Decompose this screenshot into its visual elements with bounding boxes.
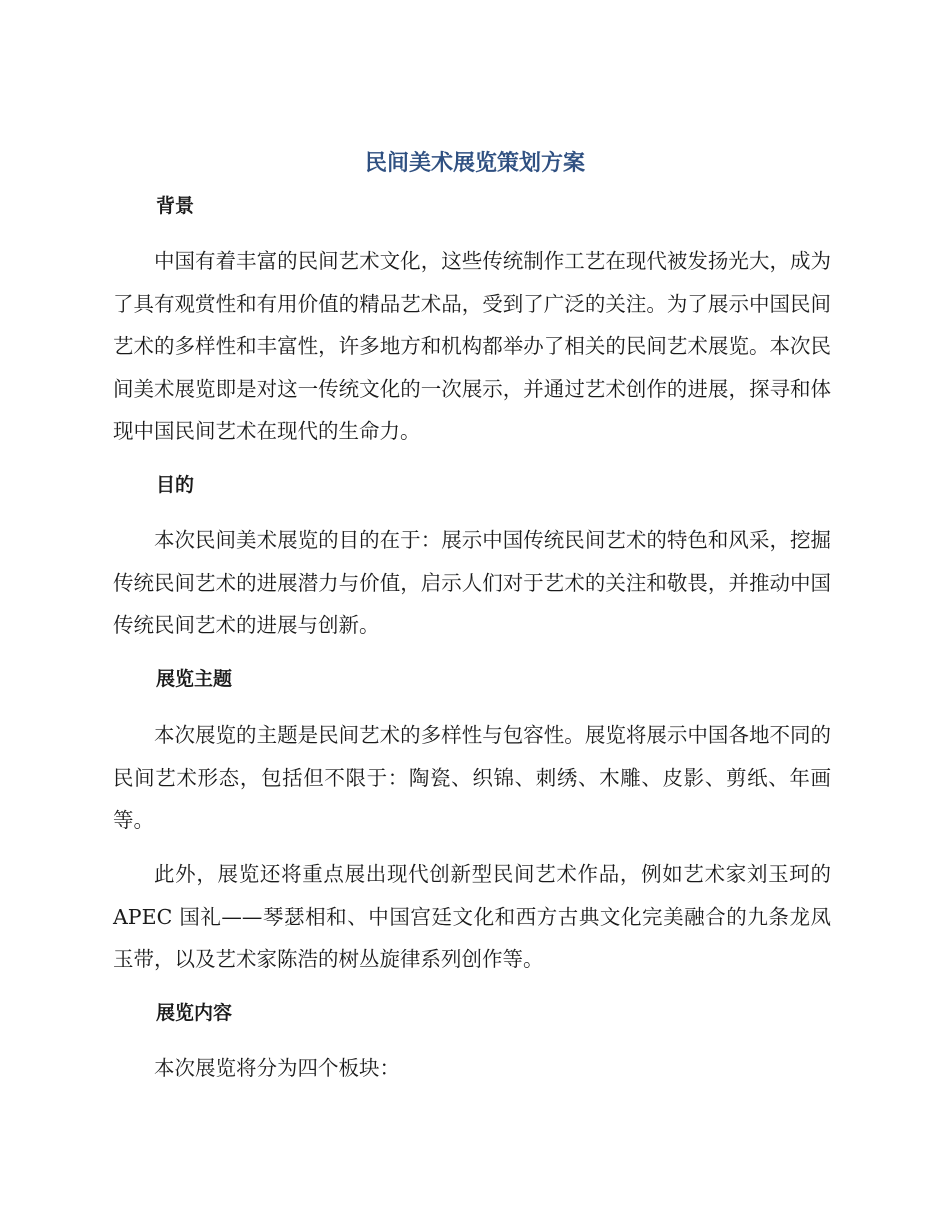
paragraph-theme: 本次展览的主题是民间艺术的多样性与包容性。展览将展示中国各地不同的民间艺术形态，包括但不限于：陶瓷、织锦、刺绣、木雕、皮影、剪纸、年画等。 (113, 723, 831, 832)
paragraph-background: 中国有着丰富的民间艺术文化，这些传统制作工艺在现代被发扬光大，成为了具有观赏性和有用价值的精品艺术品，受到了广泛的关注。为了展示中国民间艺术的多样性和丰富性，许多地方和机构都举办了相关的民间艺术展览。本次民间美术展览即是对这一传统文化的一次展示，并通过艺术创作的进展，探寻和体现中国民间艺术在现代的生命力。 (113, 249, 831, 443)
document-title: 民间美术展览策划方案 (364, 151, 585, 176)
section-heading-content: 展览内容 (156, 1002, 233, 1024)
paragraph-content: 本次展览将分为四个板块： (154, 1056, 400, 1080)
section-heading-theme: 展览主题 (156, 668, 233, 690)
paragraph-theme-extra: 此外，展览还将重点展出现代创新型民间艺术作品，例如艺术家刘玉珂的 APEC 国礼——琴瑟相和、中国宫廷文化和西方古典文化完美融合的九条龙凤玉带，以及艺术家陈浩的树丛旋律系列创作等。 (113, 862, 831, 971)
section-heading-purpose: 目的 (156, 474, 195, 496)
paragraph-purpose: 本次民间美术展览的目的在于：展示中国传统民间艺术的特色和风采，挖掘传统民间艺术的进展潜力与价值，启示人们对于艺术的关注和敬畏，并推动中国传统民间艺术的进展与创新。 (113, 528, 831, 637)
section-heading-background: 背景 (156, 195, 195, 217)
